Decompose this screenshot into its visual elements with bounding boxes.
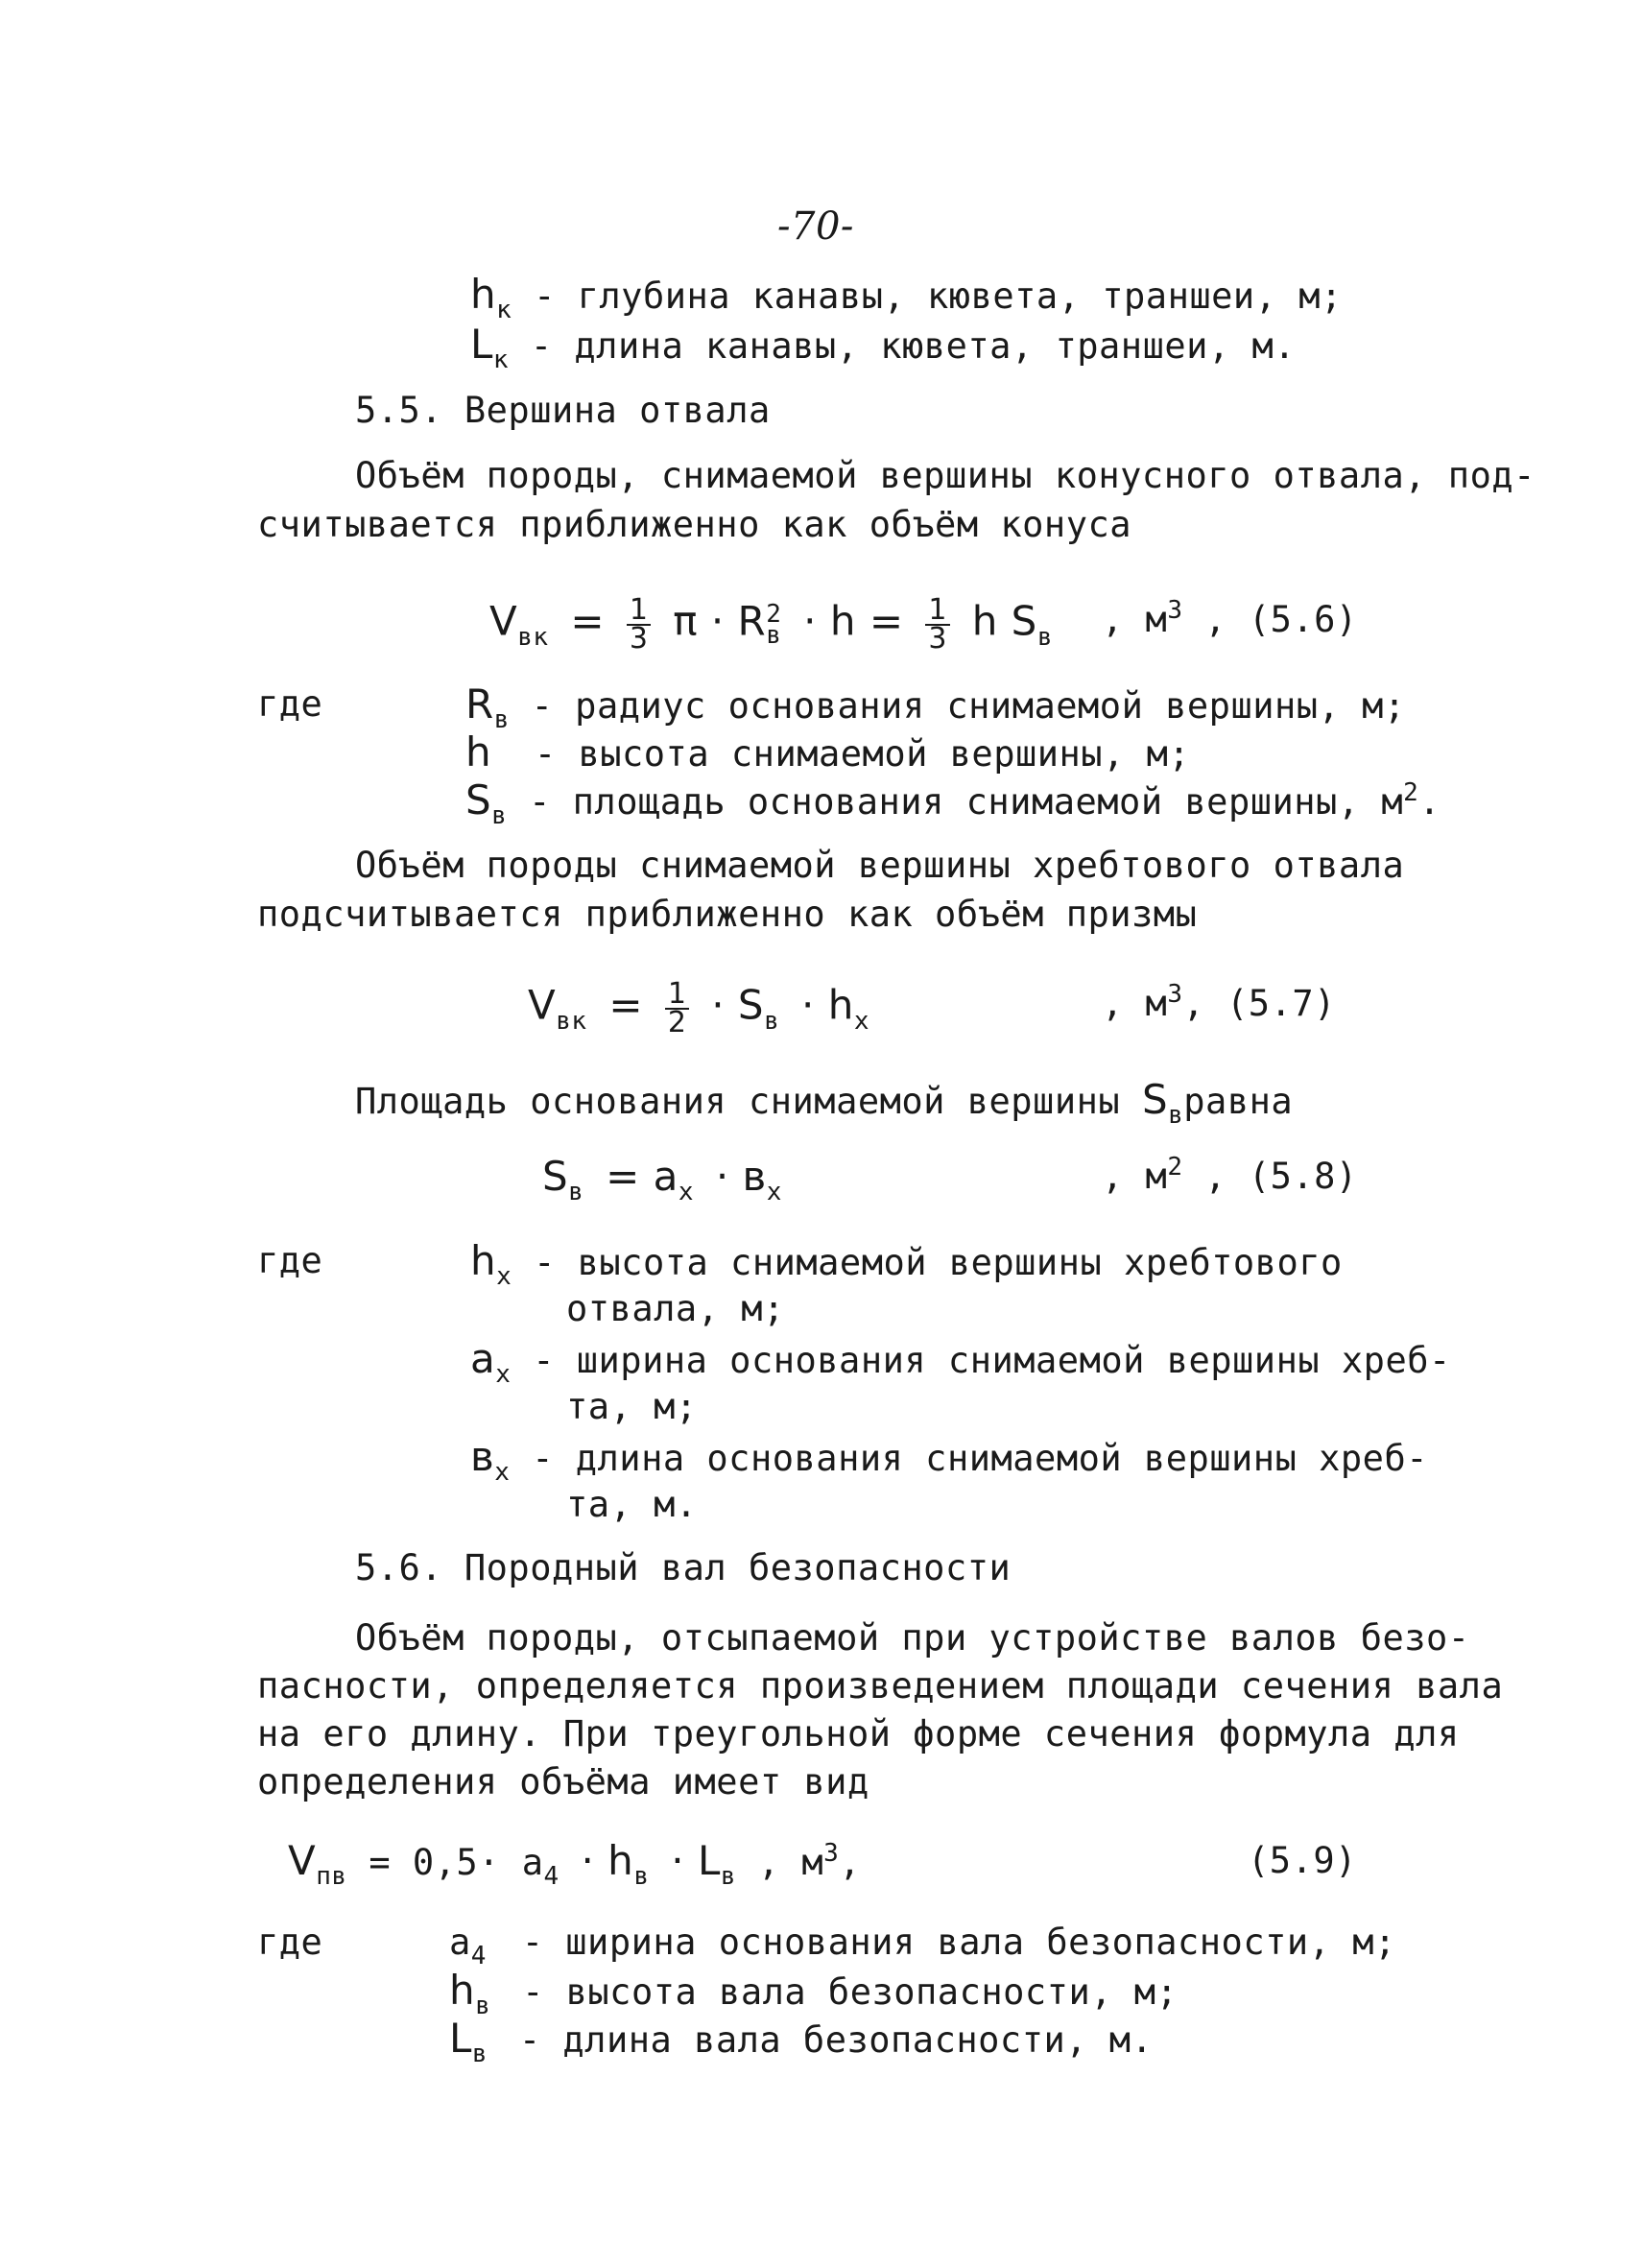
comma: , [839,1842,862,1883]
subscript: в [471,2040,488,2068]
eq-part: · h [581,1837,634,1884]
eq-part: · в [715,1153,767,1200]
equation-5-9 [288,1838,861,1890]
definition-text: - длина основания снимаемой вершины хреб- [532,1438,1429,1479]
symbol: L [470,321,493,368]
superscript: 3 [1167,980,1183,1009]
paragraph-line [355,1077,1293,1129]
definition-line [465,777,1441,829]
denominator: 3 [928,622,947,656]
definition-continuation: отвала, м; [566,1288,785,1329]
definition-text: - высота снимаемой вершины хребтового [534,1242,1343,1283]
paragraph-line: Объём породы, снимаемой вершины конусного отвала, под- [355,455,1536,496]
eq-sign: = [608,981,644,1029]
symbol: h [465,728,492,776]
subscript: к [492,346,510,374]
definition-text: - глубина канавы, кювета, траншеи, м; [534,275,1343,317]
superscript: 2 [1167,1153,1183,1182]
fraction [665,977,690,1039]
paragraph-text: Площадь основания снимаемой вершины [355,1081,1121,1122]
where-label: где [257,1922,323,1963]
equation-5-7-unit [1102,981,1336,1031]
eq-sub: в [568,1178,584,1206]
equation-number: (5.9) [1248,1840,1357,1881]
symbol: L [449,2015,472,2062]
definition-text: - длина канавы, кювета, траншеи, м. [530,325,1296,367]
eq-sub: х [766,1178,782,1206]
fraction [627,593,652,656]
definition-line [449,2016,1153,2067]
symbol: h [449,1967,476,2014]
paragraph-line: Объём породы снимаемой вершины хребтового отвала [355,845,1405,886]
eq-sub: в [1036,622,1053,652]
definition-line [465,681,1406,733]
subscript: в [766,621,782,650]
subscript: х [494,1458,511,1487]
eq-sub: в [720,1862,737,1891]
definition-continuation: та, м. [566,1484,698,1525]
eq-sub: х [853,1006,869,1036]
subscript: к [496,296,512,324]
eq-sub: пв [316,1862,347,1891]
subscript: х [495,1360,512,1389]
paragraph-line: подсчитывается приближенно как объём призмы [257,894,1198,935]
definition-line [470,1238,1343,1290]
eq-sub: х [678,1178,695,1206]
eq-sub: в [633,1862,650,1891]
r-scripts [766,600,782,650]
equation-number: , (5.6) [1204,599,1358,640]
definition-line [465,729,1190,781]
subscript: 4 [470,1942,487,1970]
symbol: S [1141,1076,1169,1123]
paragraph-line: считывается приближенно как объём конуса [257,504,1132,545]
eq-part: · h = [803,597,904,645]
denominator: 3 [629,622,649,656]
numerator: 1 [627,597,652,626]
eq-part: h S [971,597,1037,645]
symbol: R [465,680,494,728]
eq-sign: = [570,597,606,645]
eq-sub: 4 [543,1862,560,1891]
unit: , м [1102,1156,1168,1197]
subscript: в [475,1992,491,2020]
eq-var: V [489,597,518,645]
equation-number: , (5.8) [1204,1156,1358,1197]
subscript: в [1168,1101,1184,1130]
superscript: 3 [823,1839,840,1868]
paragraph-line: определения объёма имеет вид [257,1761,869,1802]
paragraph-line: пасности, определяется произведением площади сечения вала [257,1665,1504,1707]
definition-text: - радиус основания снимаемой вершины, м; [531,685,1406,727]
equation-5-8-unit [1102,1154,1358,1204]
eq-var: V [288,1837,317,1884]
eq-part: π · R [673,597,767,645]
unit: , м [1102,599,1168,640]
where-label: где [257,683,323,725]
where-label: где [257,1240,323,1281]
subscript: в [491,801,508,830]
section-heading: 5.6. Породный вал безопасности [355,1547,1012,1588]
definition-line [470,322,1296,373]
definition-continuation: та, м; [566,1386,698,1427]
symbol: в [470,1433,495,1480]
eq-sub: вк [556,1006,587,1036]
unit: , м [757,1842,824,1883]
equation-5-7 [528,977,869,1039]
paragraph-line: Объём породы, отсыпаемой при устройстве валов безо- [355,1617,1470,1659]
fraction [925,593,950,656]
subscript: х [496,1262,512,1291]
superscript: 3 [1167,596,1183,625]
paragraph-line: на его длину. При треугольной форме сечения формула для [257,1713,1460,1755]
eq-part: = 0,5· a [369,1842,544,1883]
equation-5-8 [542,1154,782,1206]
superscript: 2 [1403,778,1419,807]
definition-line [449,1968,1178,2019]
definition-text: - площадь основания снимаемой вершины, м [529,781,1404,823]
eq-var: V [528,981,557,1029]
subscript: в [493,705,510,734]
section-heading: 5.5. Вершина отвала [355,390,771,431]
symbol: S [465,776,492,824]
eq-part: = a [606,1153,679,1200]
page-number: -70- [777,204,854,249]
definition-text: - высота вала безопасности, м; [522,1971,1179,2013]
period: . [1418,781,1441,823]
definition-line [470,1434,1428,1486]
equation-5-6-unit [1102,597,1358,647]
symbol: a [470,1335,496,1382]
eq-part: · S [711,981,765,1029]
equation-5-6 [489,593,1053,656]
superscript: 2 [766,600,782,629]
eq-var: S [542,1153,569,1200]
eq-sub: в [764,1006,780,1036]
definition-line [470,272,1343,323]
symbol: h [470,271,497,318]
numerator: 1 [925,597,950,626]
definition-line [470,1336,1451,1388]
unit: , м [1102,983,1168,1024]
definition-line [449,1920,1396,1970]
eq-sub: вк [517,622,549,652]
definition-text: - высота снимаемой вершины, м; [534,733,1191,775]
eq-part: · h [801,981,854,1029]
equation-number: , (5.7) [1182,983,1336,1024]
paragraph-text: равна [1183,1081,1294,1122]
eq-part: · L [671,1837,721,1884]
denominator: 2 [667,1006,687,1039]
numerator: 1 [665,981,690,1010]
definition-text: - длина вала безопасности, м. [518,2019,1154,2061]
symbol: h [470,1237,497,1284]
symbol: a [449,1922,471,1963]
definition-text: - ширина основания вала безопасности, м; [521,1922,1396,1963]
definition-text: - ширина основания снимаемой вершины хреб- [533,1340,1451,1381]
